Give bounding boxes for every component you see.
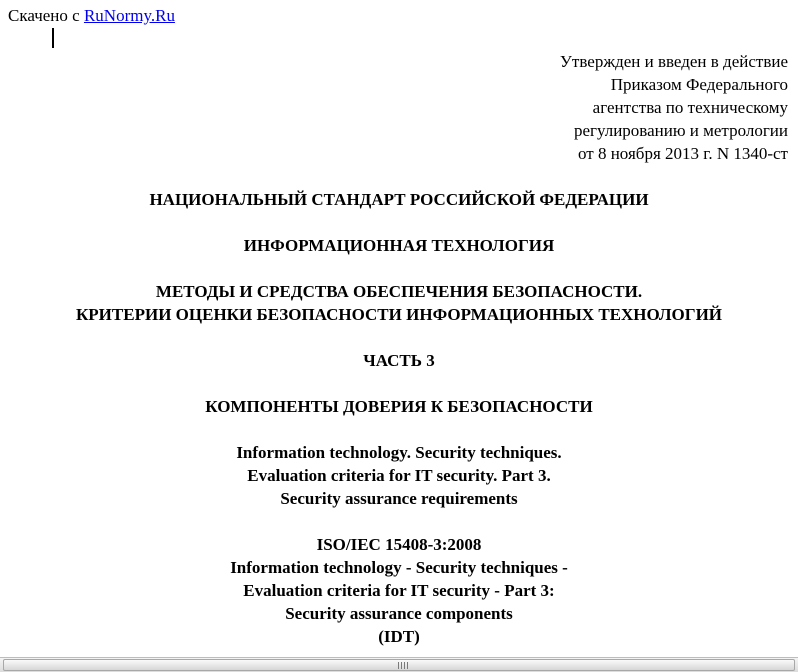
approval-line: Утвержден и введен в действие: [559, 52, 788, 71]
iso-block: [0, 533, 798, 648]
text-cursor: [52, 28, 54, 48]
approval-line: регулированию и метрологии: [573, 121, 788, 140]
runormy-link[interactable]: RuNormy.Ru: [83, 6, 175, 25]
download-notice: [8, 6, 175, 26]
approval-line: агентства по техническому: [592, 98, 788, 117]
approval-line: Приказом Федерального: [610, 75, 788, 94]
main-title-line: КРИТЕРИИ ОЦЕНКИ БЕЗОПАСНОСТИ ИНФОРМАЦИОННЫХ ТЕХНОЛОГИЙ: [75, 305, 723, 324]
english-title-line: Evaluation criteria for IT security. Part 3.: [247, 466, 551, 485]
part-heading: ЧАСТЬ 3: [363, 351, 435, 370]
main-title: [0, 280, 798, 326]
english-title-line: Information technology. Security techniques.: [236, 443, 562, 462]
download-notice-prefix: Скачено с: [8, 6, 80, 25]
horizontal-scrollbar[interactable]: [0, 657, 798, 672]
approval-line: от 8 ноября 2013 г. N 1340-ст: [578, 144, 788, 163]
iso-title-line: Security assurance components: [285, 604, 513, 623]
approval-block: [560, 50, 788, 165]
scrollbar-thumb[interactable]: [3, 659, 795, 671]
field-heading: ИНФОРМАЦИОННАЯ ТЕХНОЛОГИЯ: [243, 236, 555, 255]
english-title-line: Security assurance requirements: [280, 489, 518, 508]
grip-icon: [398, 662, 408, 669]
standard-type-heading: НАЦИОНАЛЬНЫЙ СТАНДАРТ РОССИЙСКОЙ ФЕДЕРАЦИИ: [149, 190, 649, 209]
main-title-line: МЕТОДЫ И СРЕДСТВА ОБЕСПЕЧЕНИЯ БЕЗОПАСНОСТИ.: [155, 282, 643, 301]
iso-code: ISO/IEC 15408-3:2008: [316, 535, 482, 554]
iso-title-line: Evaluation criteria for IT security - Part 3:: [243, 581, 555, 600]
subtitle-heading: КОМПОНЕНТЫ ДОВЕРИЯ К БЕЗОПАСНОСТИ: [205, 397, 593, 416]
iso-title-line: Information technology - Security techniques -: [230, 558, 568, 577]
iso-degree: (IDT): [378, 627, 420, 646]
english-title: [0, 441, 798, 510]
